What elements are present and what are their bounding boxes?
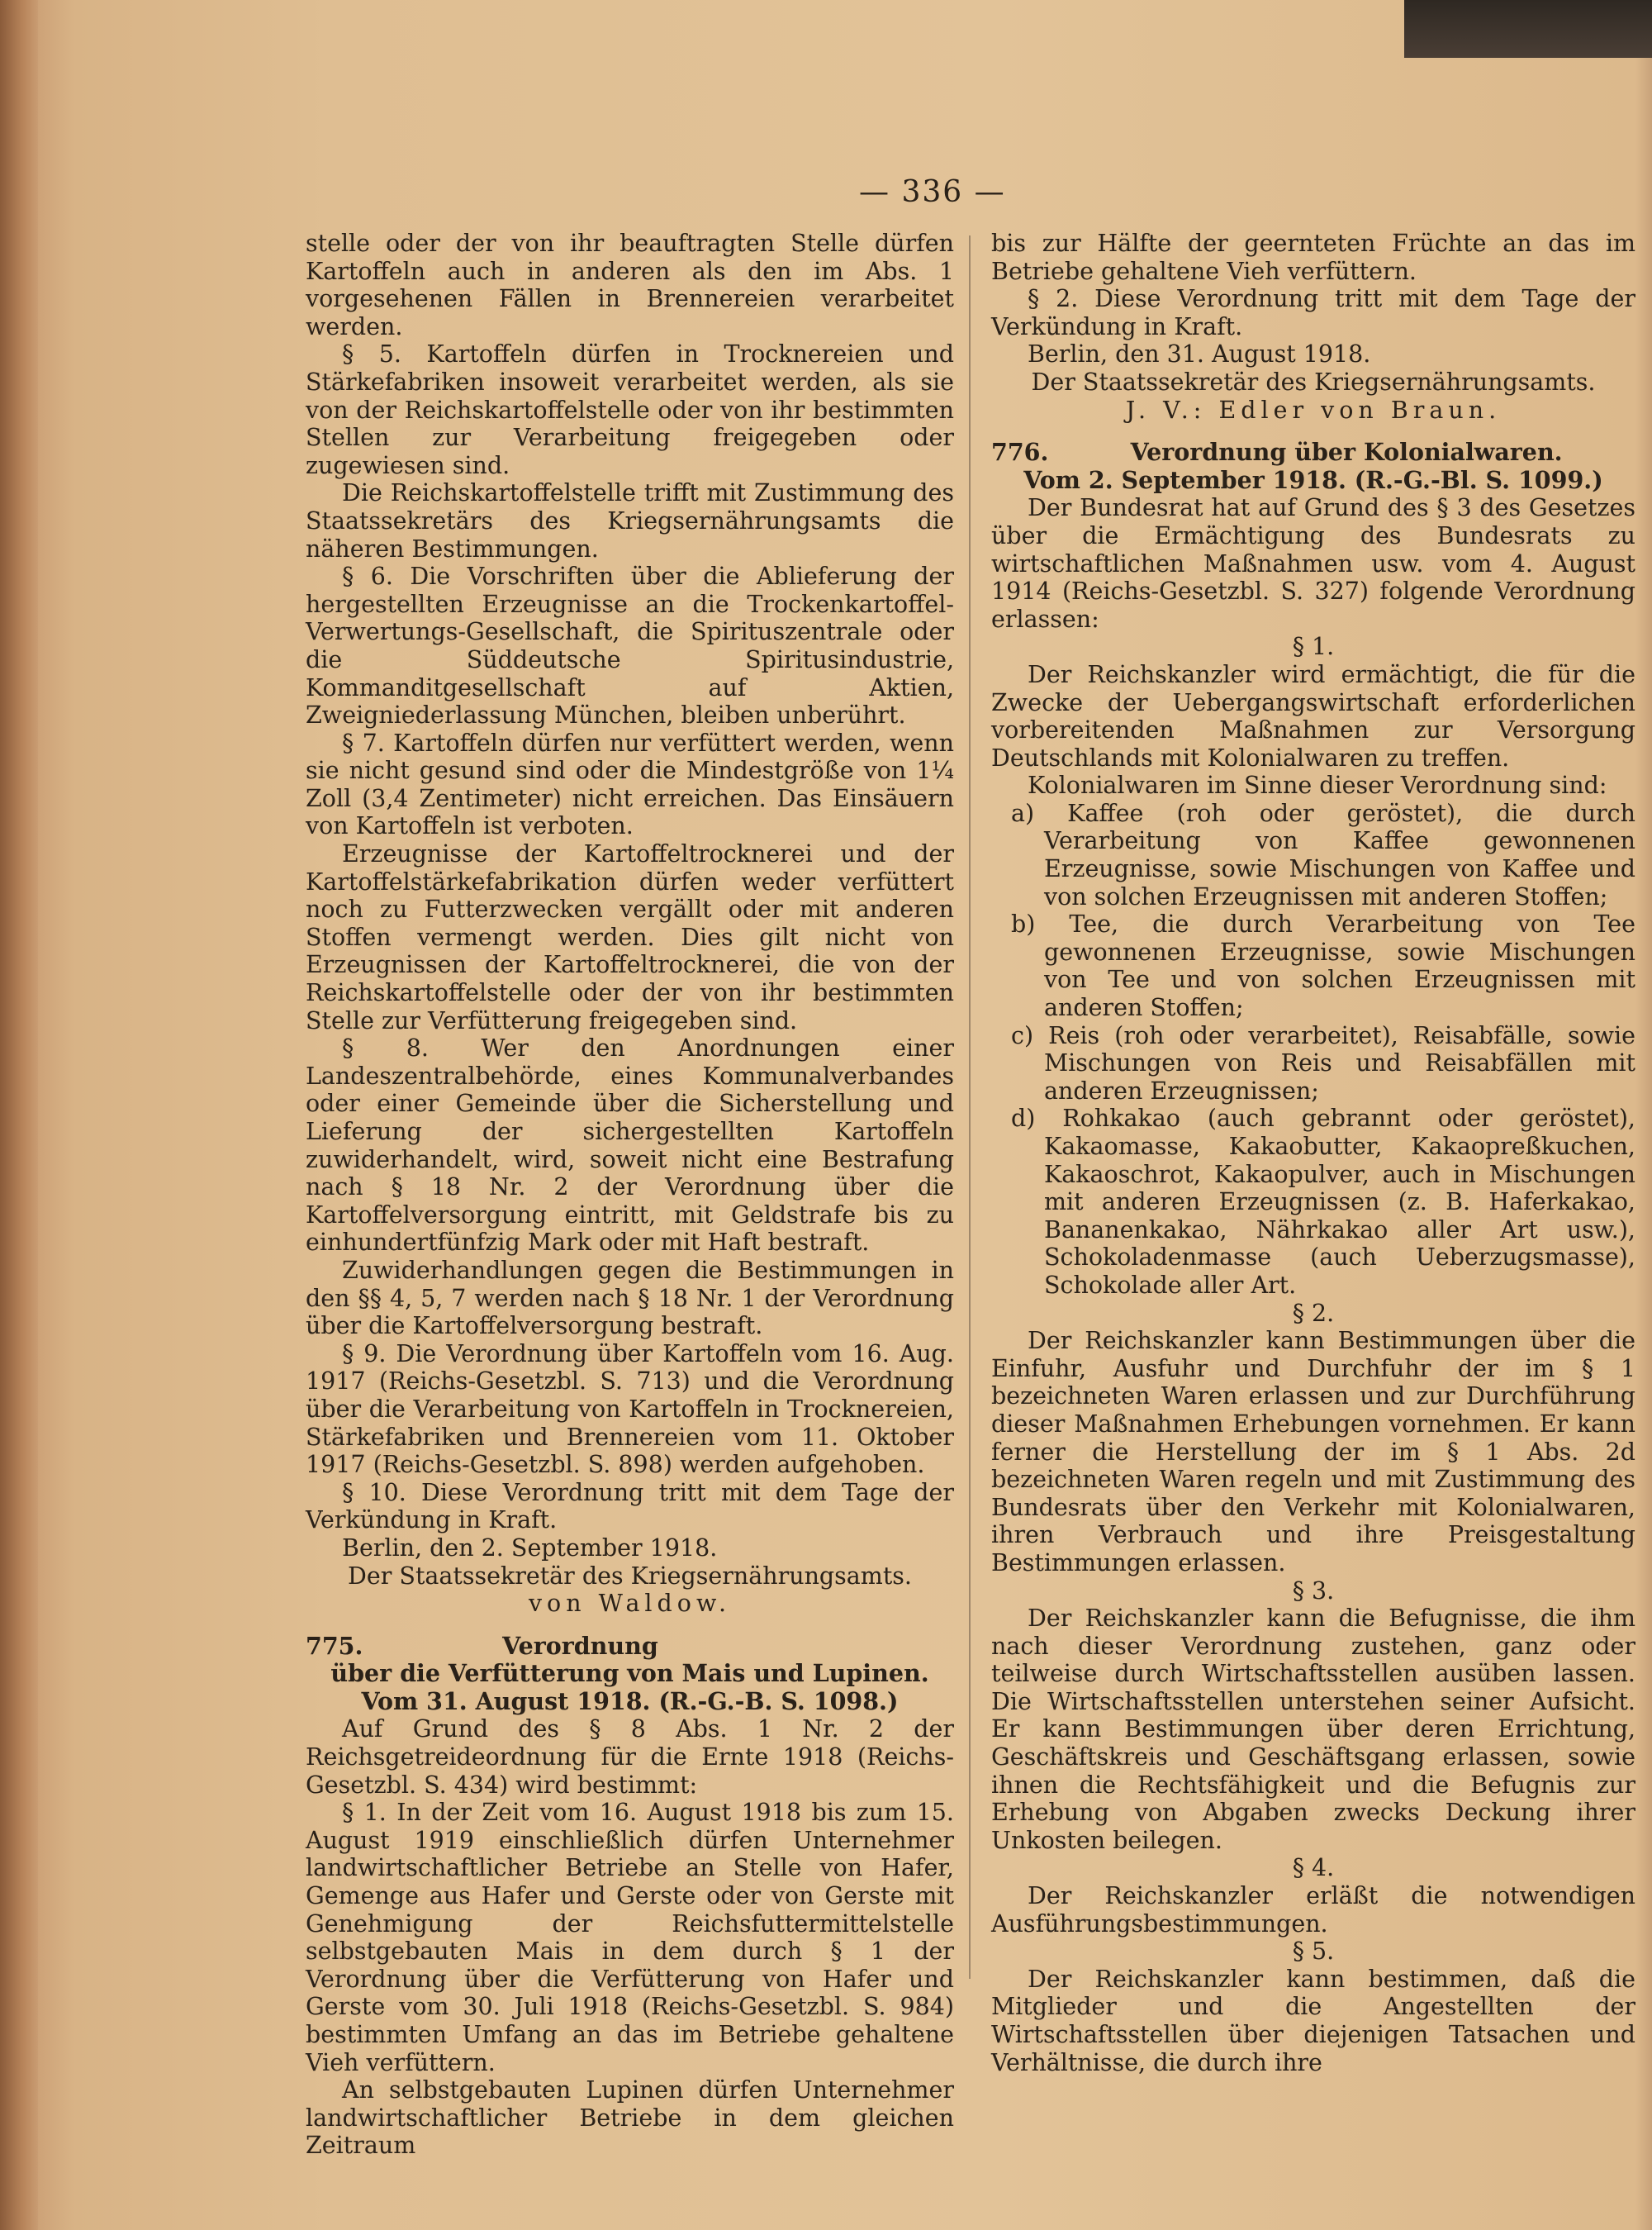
paragraph: § 5.	[1292, 1938, 1335, 1966]
paragraph: § 2. Diese Verordnung tritt mit dem Tage der Verkündung in Kraft.	[991, 285, 1635, 340]
paragraph: § 10. Diese Verordnung tritt mit dem Tage der Verkündung in Kraft.	[306, 1478, 954, 1534]
paragraph: § 4.	[1292, 1854, 1335, 1882]
paragraph: Der Bundesrat hat auf Grund des § 3 des Gesetzes über die Ermächtigung des Bundesrats zu wirtschaftlichen Maßnahmen usw. vom 4. August 1914 (Reichs-Gesetzbl. S. 327) folgende Verordnung erlassen:	[991, 494, 1635, 633]
paragraph: § 3.	[1292, 1576, 1335, 1605]
paragraph: Kolonialwaren im Sinne dieser Verordnung sind:	[1028, 772, 1607, 800]
paragraph: Auf Grund des § 8 Abs. 1 Nr. 2 der Reichsgetreideordnung für die Ernte 1918 (Reichs-Gesetzbl. S. 434) wird bestimmt:	[306, 1715, 954, 1799]
paragraph: Der Reichskanzler wird ermächtigt, die für die Zwecke der Uebergangswirtschaft erforderlichen vorbereitenden Maßnahmen zur Versorgung Deutschlands mit Kolonialwaren zu treffen.	[991, 660, 1635, 772]
section-heading: 776. Verordnung über Kolonialwaren.	[991, 438, 1563, 467]
paragraph: § 8. Wer den Anordnungen einer Landeszentralbehörde, eines Kommunalverbandes oder einer Gemeinde über die Sicherstellung und Lieferung der sichergestellten Kartoffeln zuwiderhandelt, wird, soweit nicht eine Bestrafung nach § 18 Nr. 2 der Verordnung über die Kartoffelversorgung eintritt, mit Geldstrafe bis zu einhundertfünfzig Mark oder mit Haft bestraft.	[306, 1034, 954, 1257]
paragraph: b) Tee, die durch Verarbeitung von Tee gewonnenen Erzeugnisse, sowie Mischungen von Tee und von solchen Erzeugnissen mit anderen Stoffen;	[1011, 911, 1635, 1022]
book-spine	[0, 0, 38, 2230]
paragraph: § 7. Kartoffeln dürfen nur verfüttert werden, wenn sie nicht gesund sind oder die Mindestgröße von 1¼ Zoll (3,4 Zentimeter) nicht erreichen. Das Einsäuern von Kartoffeln ist verboten.	[306, 729, 954, 840]
paragraph: Erzeugnisse der Kartoffeltrocknerei und der Kartoffelstärkefabrikation dürfen weder verfüttert noch zu Futterzwecken vergällt oder mit anderen Stoffen vermengt werden. Dies gilt nicht von Erzeugnissen der Kartoffeltrocknerei, die von der Reichskartoffelstelle oder der von ihr bestimmten Stelle zur Verfütterung freigegeben sind.	[306, 840, 954, 1034]
paragraph: Der Reichskanzler kann die Befugnisse, die ihm nach dieser Verordnung zustehen, ganz oder teilweise durch Wirtschaftsstellen ausüben lassen. Die Wirtschaftsstellen unterstehen seiner Aufsicht. Er kann Bestimmungen über deren Errichtung, Geschäftskreis und Geschäftsgang erlassen, sowie ihnen die Rechtsfähigkeit und die Befugnis zur Erhebung von Abgaben zwecks Deckung ihrer Unkosten beilegen.	[991, 1605, 1635, 1854]
paragraph: Zuwiderhandlungen gegen die Bestimmungen in den §§ 4, 5, 7 werden nach § 18 Nr. 1 der Verordnung über die Kartoffelversorgung bestraft.	[306, 1256, 954, 1340]
paragraph: von Waldow.	[528, 1590, 732, 1618]
paragraph: § 1.	[1292, 633, 1335, 661]
paragraph: über die Verfütterung von Mais und Lupinen. Vom 31. August 1918. (R.-G.-B. S. 1098.)	[330, 1659, 929, 1715]
section-heading: 775. Verordnung	[306, 1631, 658, 1660]
paragraph: § 1. In der Zeit vom 16. August 1918 bis zum 15. August 1919 einschließlich dürfen Unternehmer landwirtschaftlicher Betriebe an Stelle von Hafer, Gemenge aus Hafer und Gerste oder von Gerste mit Genehmigung der Reichsfuttermittelstelle selbstgebauten Mais in dem durch § 1 der Verordnung über die Verfütterung von Hafer und Gerste vom 30. Juli 1918 (Reichs-Gesetzbl. S. 984) bestimmten Umfang an das im Betriebe gehaltene Vieh verfüttern.	[306, 1799, 954, 2076]
paragraph: An selbstgebauten Lupinen dürfen Unternehmer landwirtschaftlicher Betriebe in dem gleichen Zeitraum	[306, 2076, 954, 2160]
paragraph: Der Reichskanzler kann bestimmen, daß die Mitglieder und die Angestellten der Wirtschaftsstellen über diejenigen Tatsachen und Verhältnisse, die durch ihre	[991, 1965, 1635, 2076]
paragraph: bis zur Hälfte der geernteten Früchte an das im Betriebe gehaltene Vieh verfüttern.	[991, 230, 1635, 285]
paragraph: Der Reichskanzler erläßt die notwendigen Ausführungsbestimmungen.	[991, 1882, 1635, 1938]
page-number: — 336 —	[859, 175, 1006, 209]
paragraph: a) Kaffee (roh oder geröstet), die durch Verarbeitung von Kaffee gewonnenen Erzeugnisse, sowie Mischungen von Kaffee und von solchen Erzeugnissen mit anderen Stoffen;	[1011, 799, 1635, 911]
paragraph: d) Rohkakao (auch gebrannt oder geröstet), Kakaomasse, Kakaobutter, Kakaopreßkuchen, Kakaoschrot, Kakaopulver, auch in Mischungen mit anderen Erzeugnissen (z. B. Haferkakao, Bananenkakao, Nährkakao aller Art usw.), Schokoladenmasse (auch Ueberzugsmasse), Schokolade aller Art.	[1011, 1105, 1635, 1299]
paragraph: Berlin, den 2. September 1918.	[342, 1533, 718, 1562]
paragraph: c) Reis (roh oder verarbeitet), Reisabfälle, sowie Mischungen von Reis und Reisabfällen mit anderen Erzeugnissen;	[1011, 1021, 1635, 1105]
paragraph: § 6. Die Vorschriften über die Ablieferung der hergestellten Erzeugnisse an die Trockenkartoffel-Verwertungs-Gesellschaft, die Spirituszentrale oder die Süddeutsche Spiritusindustrie, Kommanditgesellschaft auf Aktien, Zweigniederlassung München, bleiben unberührt.	[306, 563, 954, 730]
paragraph: Der Staatssekretär des Kriegsernährungsamts.	[348, 1562, 912, 1590]
spacer	[306, 1618, 954, 1633]
paragraph: § 5. Kartoffeln dürfen in Trocknereien und Stärkefabriken insoweit verarbeitet werden, als sie von der Reichskartoffelstelle oder von ihr bestimmten Stellen zur Verarbeitung freigegeben oder zugewiesen sind.	[306, 340, 954, 479]
left-column	[306, 230, 954, 2160]
background-corner	[1404, 0, 1652, 58]
paragraph: Der Reichskanzler kann Bestimmungen über die Einfuhr, Ausfuhr und Durchfuhr der im § 1 bezeichneten Waren erlassen und zur Durchführung dieser Maßnahmen Erhebungen vornehmen. Er kann ferner die Herstellung der im § 1 Abs. 2d bezeichneten Waren regeln und mit Zustimmung des Bundesrats über den Verkehr mit Kolonialwaren, ihren Verbrauch und ihre Preisgestaltung Bestimmungen erlassen.	[991, 1327, 1635, 1576]
paragraph: Vom 2. September 1918. (R.-G.-Bl. S. 1099.)	[1023, 465, 1603, 494]
paragraph: J. V.: Edler von Braun.	[1125, 396, 1502, 424]
paragraph: Berlin, den 31. August 1918.	[1028, 340, 1371, 368]
paragraph: § 9. Die Verordnung über Kartoffeln vom 16. Aug. 1917 (Reichs-Gesetzbl. S. 713) und die Verordnung über die Verarbeitung von Kartoffeln in Trocknereien, Stärkefabriken und Brennereien vom 11. Oktober 1917 (Reichs-Gesetzbl. S. 898) werden aufgehoben.	[306, 1339, 954, 1479]
spacer	[991, 424, 1635, 439]
right-column	[991, 230, 1635, 2076]
paragraph: Der Staatssekretär des Kriegsernährungsamts.	[1031, 368, 1596, 396]
column-divider	[969, 235, 971, 1979]
paragraph: § 2.	[1292, 1299, 1335, 1327]
paragraph: stelle oder der von ihr beauftragten Stelle dürfen Kartoffeln auch in anderen als den im Abs. 1 vorgesehenen Fällen in Brennereien verarbeitet werden.	[306, 230, 954, 340]
paragraph: Die Reichskartoffelstelle trifft mit Zustimmung des Staatssekretärs des Kriegsernährungsamts die näheren Bestimmungen.	[306, 479, 954, 563]
